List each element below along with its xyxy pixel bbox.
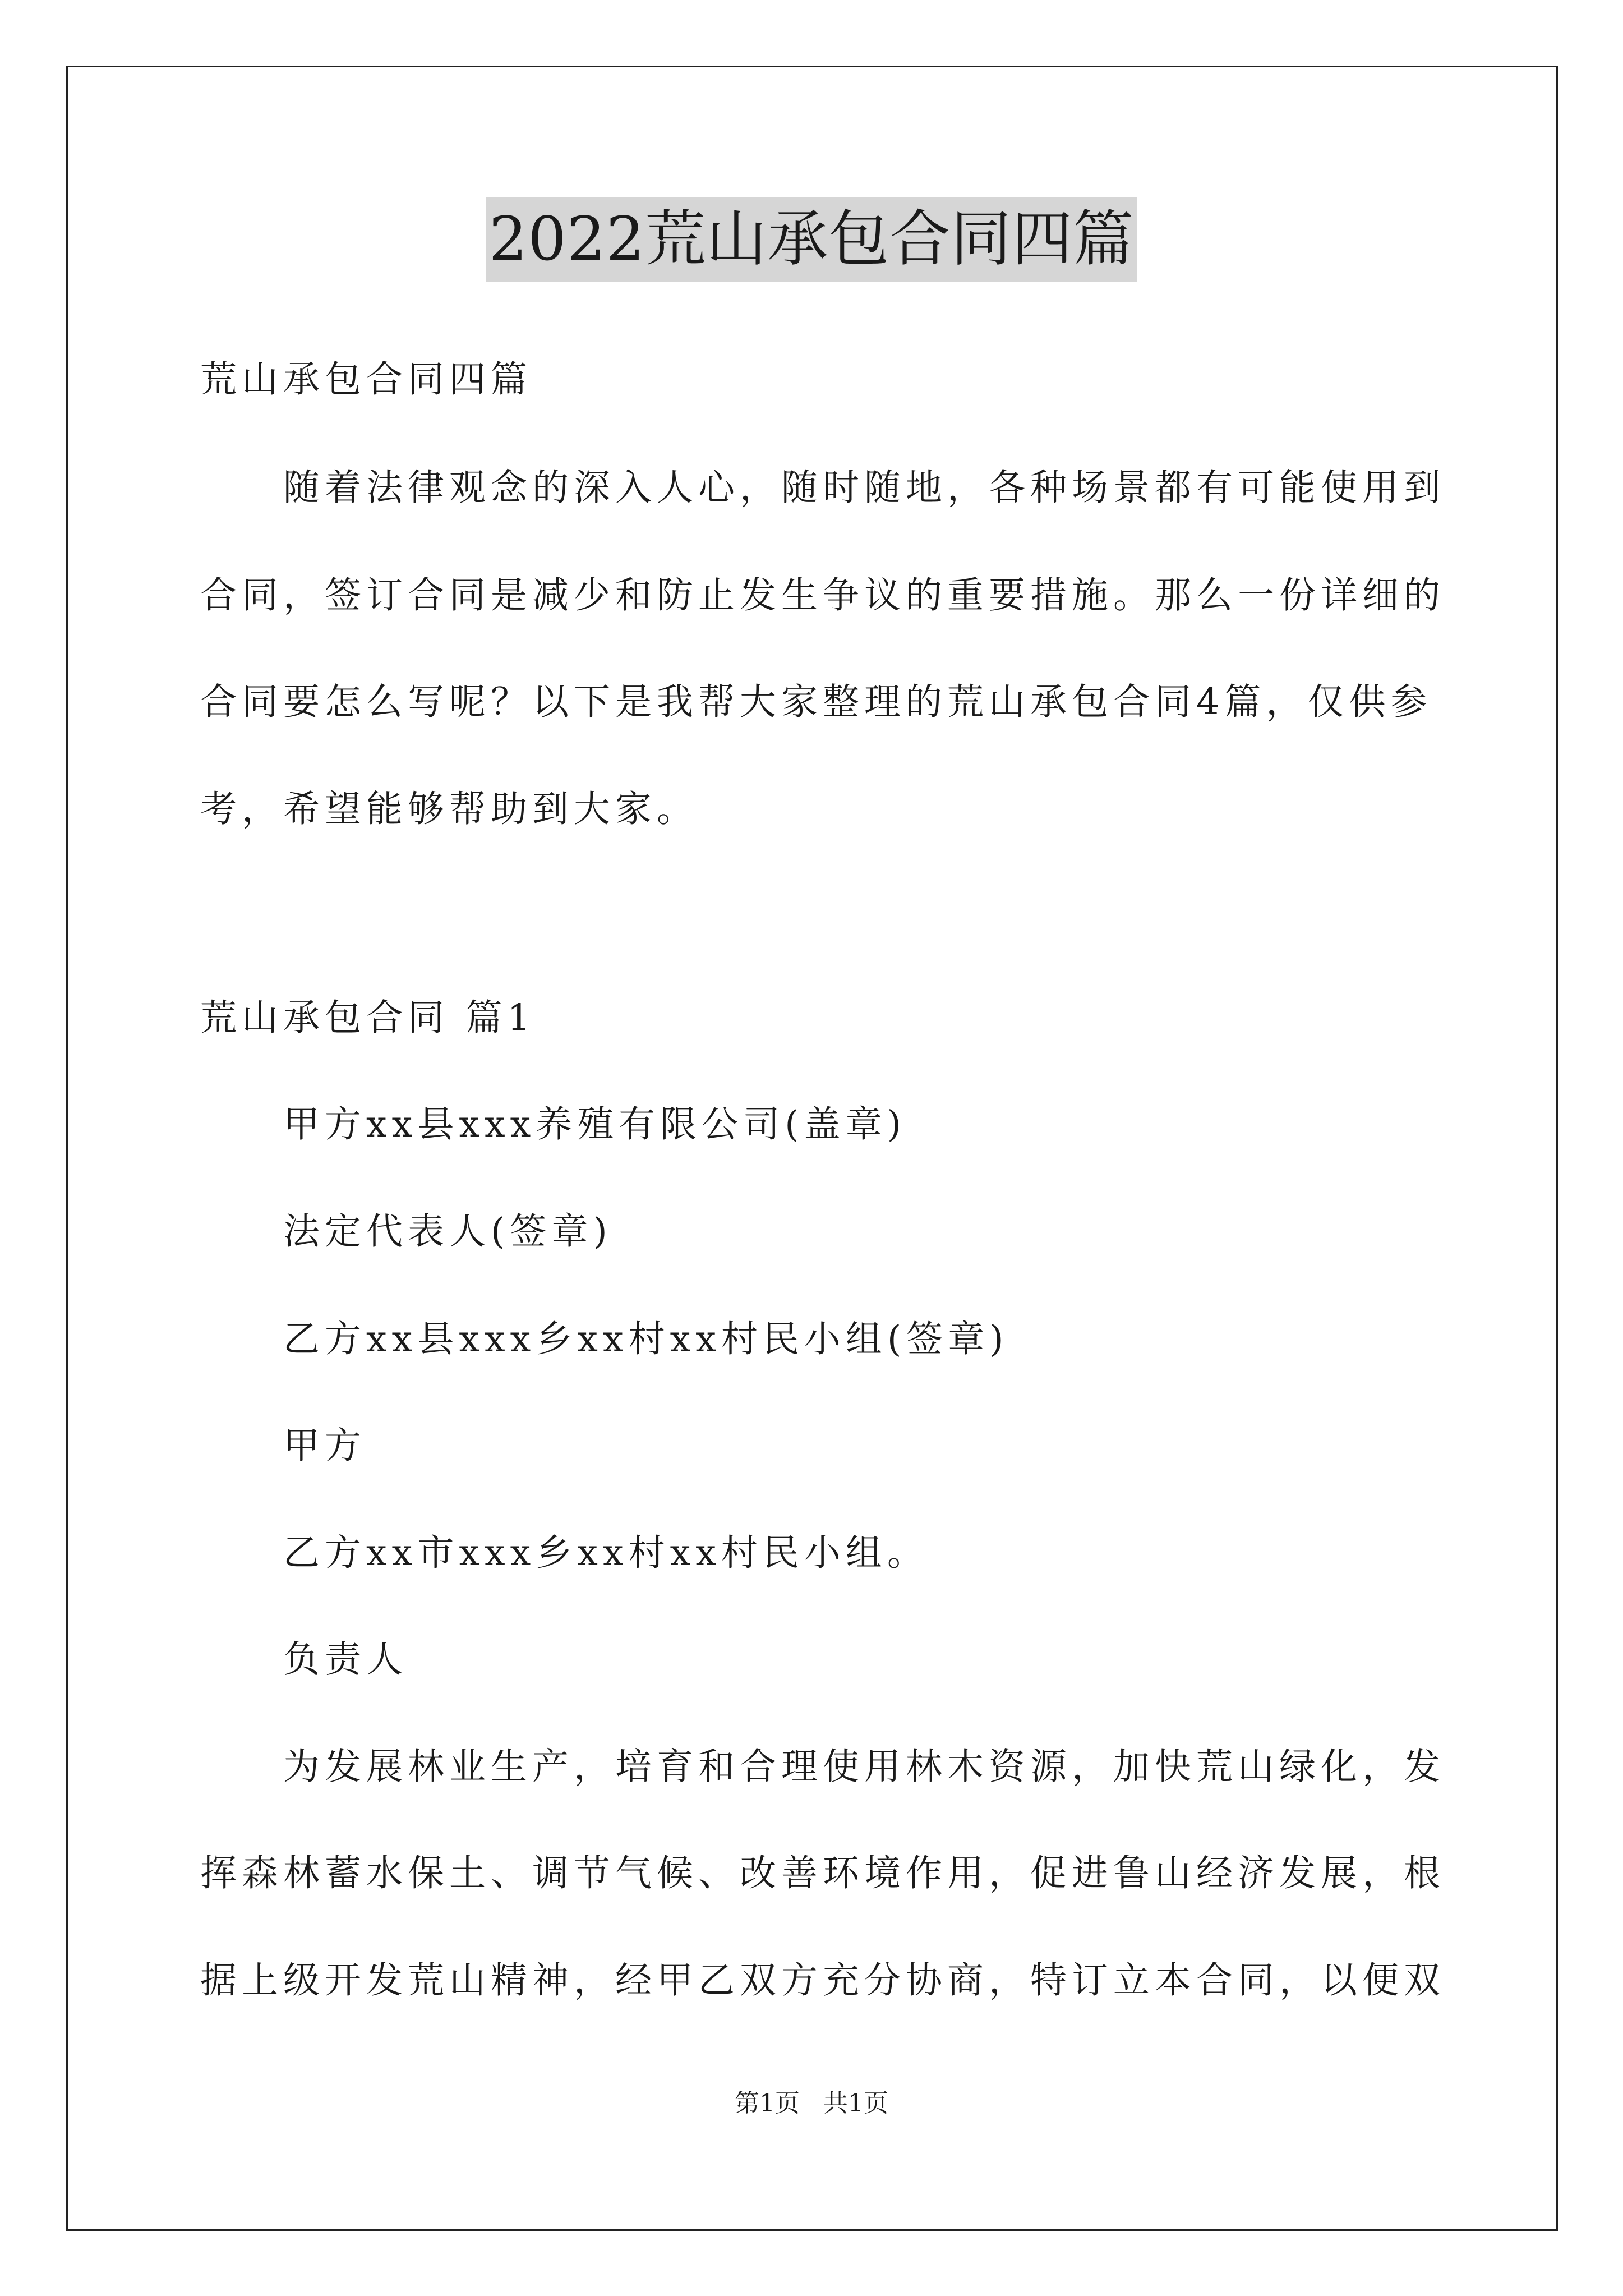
intro-line: 随着法律观念的深入人心，随时随地，各种场景都有可能使用到 [283,467,1446,509]
document-title: 2022荒山承包合同四篇 [486,197,1138,282]
party-line: 乙方xx县xxx乡xx村xx村民小组(签章) [283,1318,1009,1360]
party-line: 甲方xx县xxx养殖有限公司(盖章) [283,1103,907,1145]
intro-line: 合同要怎么写呢？以下是我帮大家整理的荒山承包合同4篇，仅供参 [200,681,1432,723]
intro-line: 考，希望能够帮助到大家。 [200,788,699,830]
party-line: 负责人 [283,1639,408,1681]
page-footer: 第1页 共1页 [735,2089,888,2118]
party-line: 法定代表人(签章) [283,1211,612,1253]
body-line: 挥森林蓄水保土、调节气候、改善环境作用，促进鲁山经济发展，根 [200,1852,1446,1894]
section-heading: 荒山承包合同 篇1 [200,997,536,1039]
intro-line: 合同，签订合同是减少和防止发生争议的重要措施。那么一份详细的 [200,574,1446,616]
party-line: 甲方 [283,1425,367,1467]
document-subtitle: 荒山承包合同四篇 [200,358,533,401]
body-line: 为发展林业生产，培育和合理使用林木资源，加快荒山绿化，发 [283,1746,1446,1788]
party-line: 乙方xx市xxx乡xx村xx村民小组。 [283,1532,929,1574]
title-container [0,197,1623,282]
body-line: 据上级开发荒山精神，经甲乙双方充分协商，特订立本合同，以便双 [200,1959,1446,2001]
